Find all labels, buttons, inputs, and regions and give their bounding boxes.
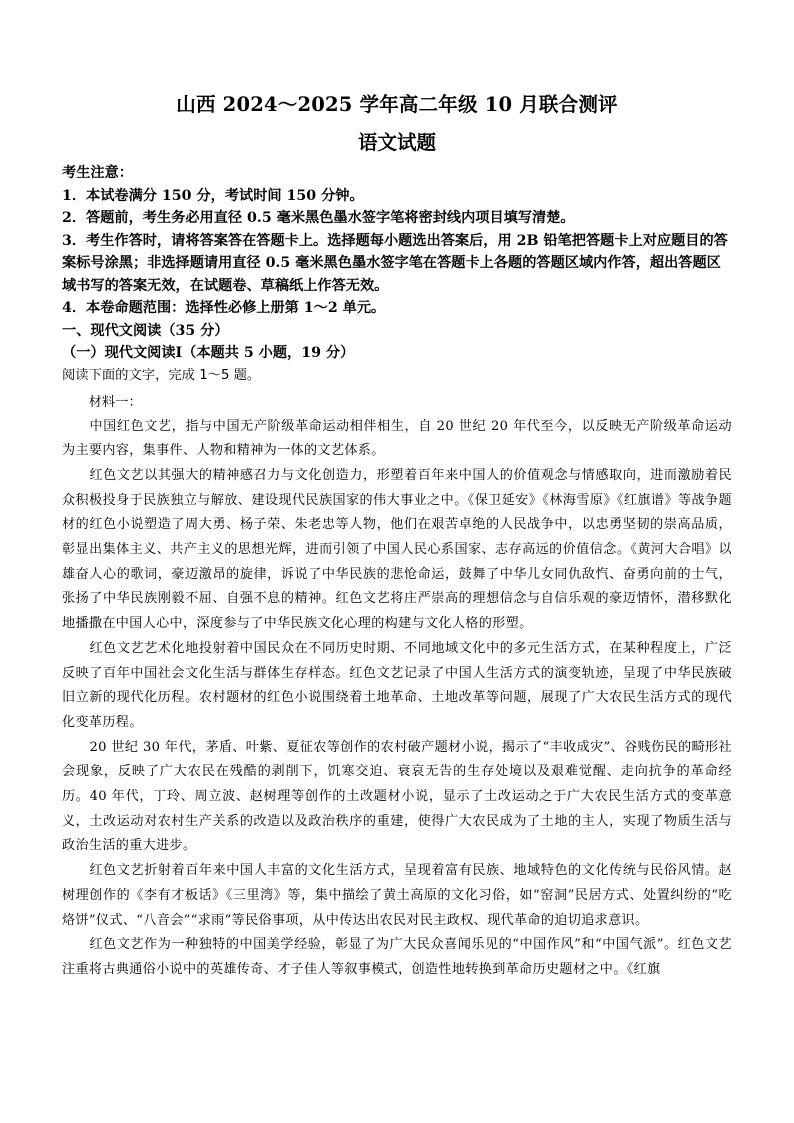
material-label: 材料一： xyxy=(88,394,142,410)
notice-item-4: 4．本卷命题范围：选择性必修上册第 1～2 单元。 xyxy=(62,300,386,316)
passage-paragraph: 20 世纪 30 年代，茅盾、叶紫、夏征农等创作的农村破产题材小说，揭示了“丰收成灾”、谷贱伤民的畸形社会现象，反映了广大农民在残酷的剥削下，饥寒交迫、衰哀无告的生存处境以及艰难觉醒、走向抗争的革命经历。40 年代，丁玲、周立波、赵树理等创作的土改题材小说，显示了土改运动之于广大农民生活方式的变革意义，土改运动对农村生产关系的改造以及政治秩序的重建，使得广大农民成为了土地的主人，实现了物质生活与政治生活的重大进步。 xyxy=(62,739,732,854)
notice-item-3: 3．考生作答时，请将答案答在答题卡上。选择题每小题选出答案后，用 2B 铅笔把答题卡上对应题目的答案标号涂黑；非选择题请用直径 0.5 毫米黑色墨水签字笔在答题卡上各题的答题区域内作答，超出答题区域书写的答案无效，在试题卷、草稿纸上作答无效。 xyxy=(62,232,728,294)
candidate-notice xyxy=(62,162,732,320)
passage-paragraph: 红色文艺作为一种独特的中国美学经验，彰显了为广大民众喜闻乐见的“中国作风”和“中国气派”。红色文艺注重将古典通俗小说中的英雄传奇、才子佳人等叙事模式，创造性地转换到革命历史题材之中。《红旗 xyxy=(62,937,732,977)
passage-paragraph: 中国红色文艺，指与中国无产阶级革命运动相伴相生，自 20 世纪 20 年代至今，以反映无产阶级革命运动为主要内容，集事件、人物和精神为一体的文艺体系。 xyxy=(62,418,732,459)
notice-item-1: 1．本试卷满分 150 分，考试时间 150 分钟。 xyxy=(62,187,364,204)
notice-item-2: 2．答题前，考生务必用直径 0.5 毫米黑色墨水签字笔将密封线内项目填写清楚。 xyxy=(62,210,575,226)
section-title: 一、现代文阅读（35 分） xyxy=(62,322,229,339)
exam-title: 山西 2024～2025 学年高二年级 10 月联合测评 xyxy=(176,93,618,116)
section-subtitle: （一）现代文阅读Ⅰ（本题共 5 小题，19 分） xyxy=(62,345,355,361)
passage-body xyxy=(62,415,732,983)
reading-instruction: 阅读下面的文字，完成 1～5 题。 xyxy=(62,367,261,383)
passage-paragraph: 红色文艺折射着百年来中国人丰富的文化生活方式，呈现着富有民族、地域特色的文化传统与民俗风情。赵树理创作的《李有才板话》《三里湾》等，集中描绘了黄土高原的文化习俗，如“窑洞”民居方式、处置纠纷的“吃烙饼”仪式、“八音会”“求雨”等民俗事项，从中传达出农民对民主政权、现代革命的迫切追求意识。 xyxy=(62,863,732,928)
exam-subtitle: 语文试题 xyxy=(357,131,436,154)
passage-paragraph: 红色文艺以其强大的精神感召力与文化创造力，形塑着百年来中国人的价值观念与情感取向，进而激励着民众积极投身于民族独立与解放、建设现代民族国家的伟大事业之中。《保卫延安》《林海雪原》《红旗谱》等战争题材的红色小说塑造了周大勇、杨子荣、朱老忠等人物，他们在艰苦卓绝的人民战争中，以忠勇坚韧的崇高品质，彰显出集体主义、共产主义的思想光辉，进而引领了中国人民心系国家、志存高远的价值信念。《黄河大合唱》以雄奋人心的歌词，豪迈激昂的旋律，诉说了中华民族的悲怆命运，鼓舞了中华儿女同仇敌忾、奋勇向前的士气，张扬了中华民族刚毅不屈、自强不息的精神。红色文艺将庄严崇高的理想信念与自信乐观的豪迈情怀，潜移默化地播撒在中国人心中，深度参与了中华民族文化心理的构建与文化人格的形塑。 xyxy=(62,467,732,632)
notice-heading: 考生注意： xyxy=(62,165,133,181)
passage-paragraph: 红色文艺艺术化地投射着中国民众在不同历史时期、不同地域文化中的多元生活方式，在某种程度上，广泛反映了百年中国社会文化生活与群体生存样态。红色文艺记录了中国人生活方式的演变轨迹，呈现了中华民族破旧立新的现代化历程。农村题材的红色小说围绕着土地革命、土地改革等问题，展现了广大农民生活方式的现代化变革历程。 xyxy=(62,640,732,730)
